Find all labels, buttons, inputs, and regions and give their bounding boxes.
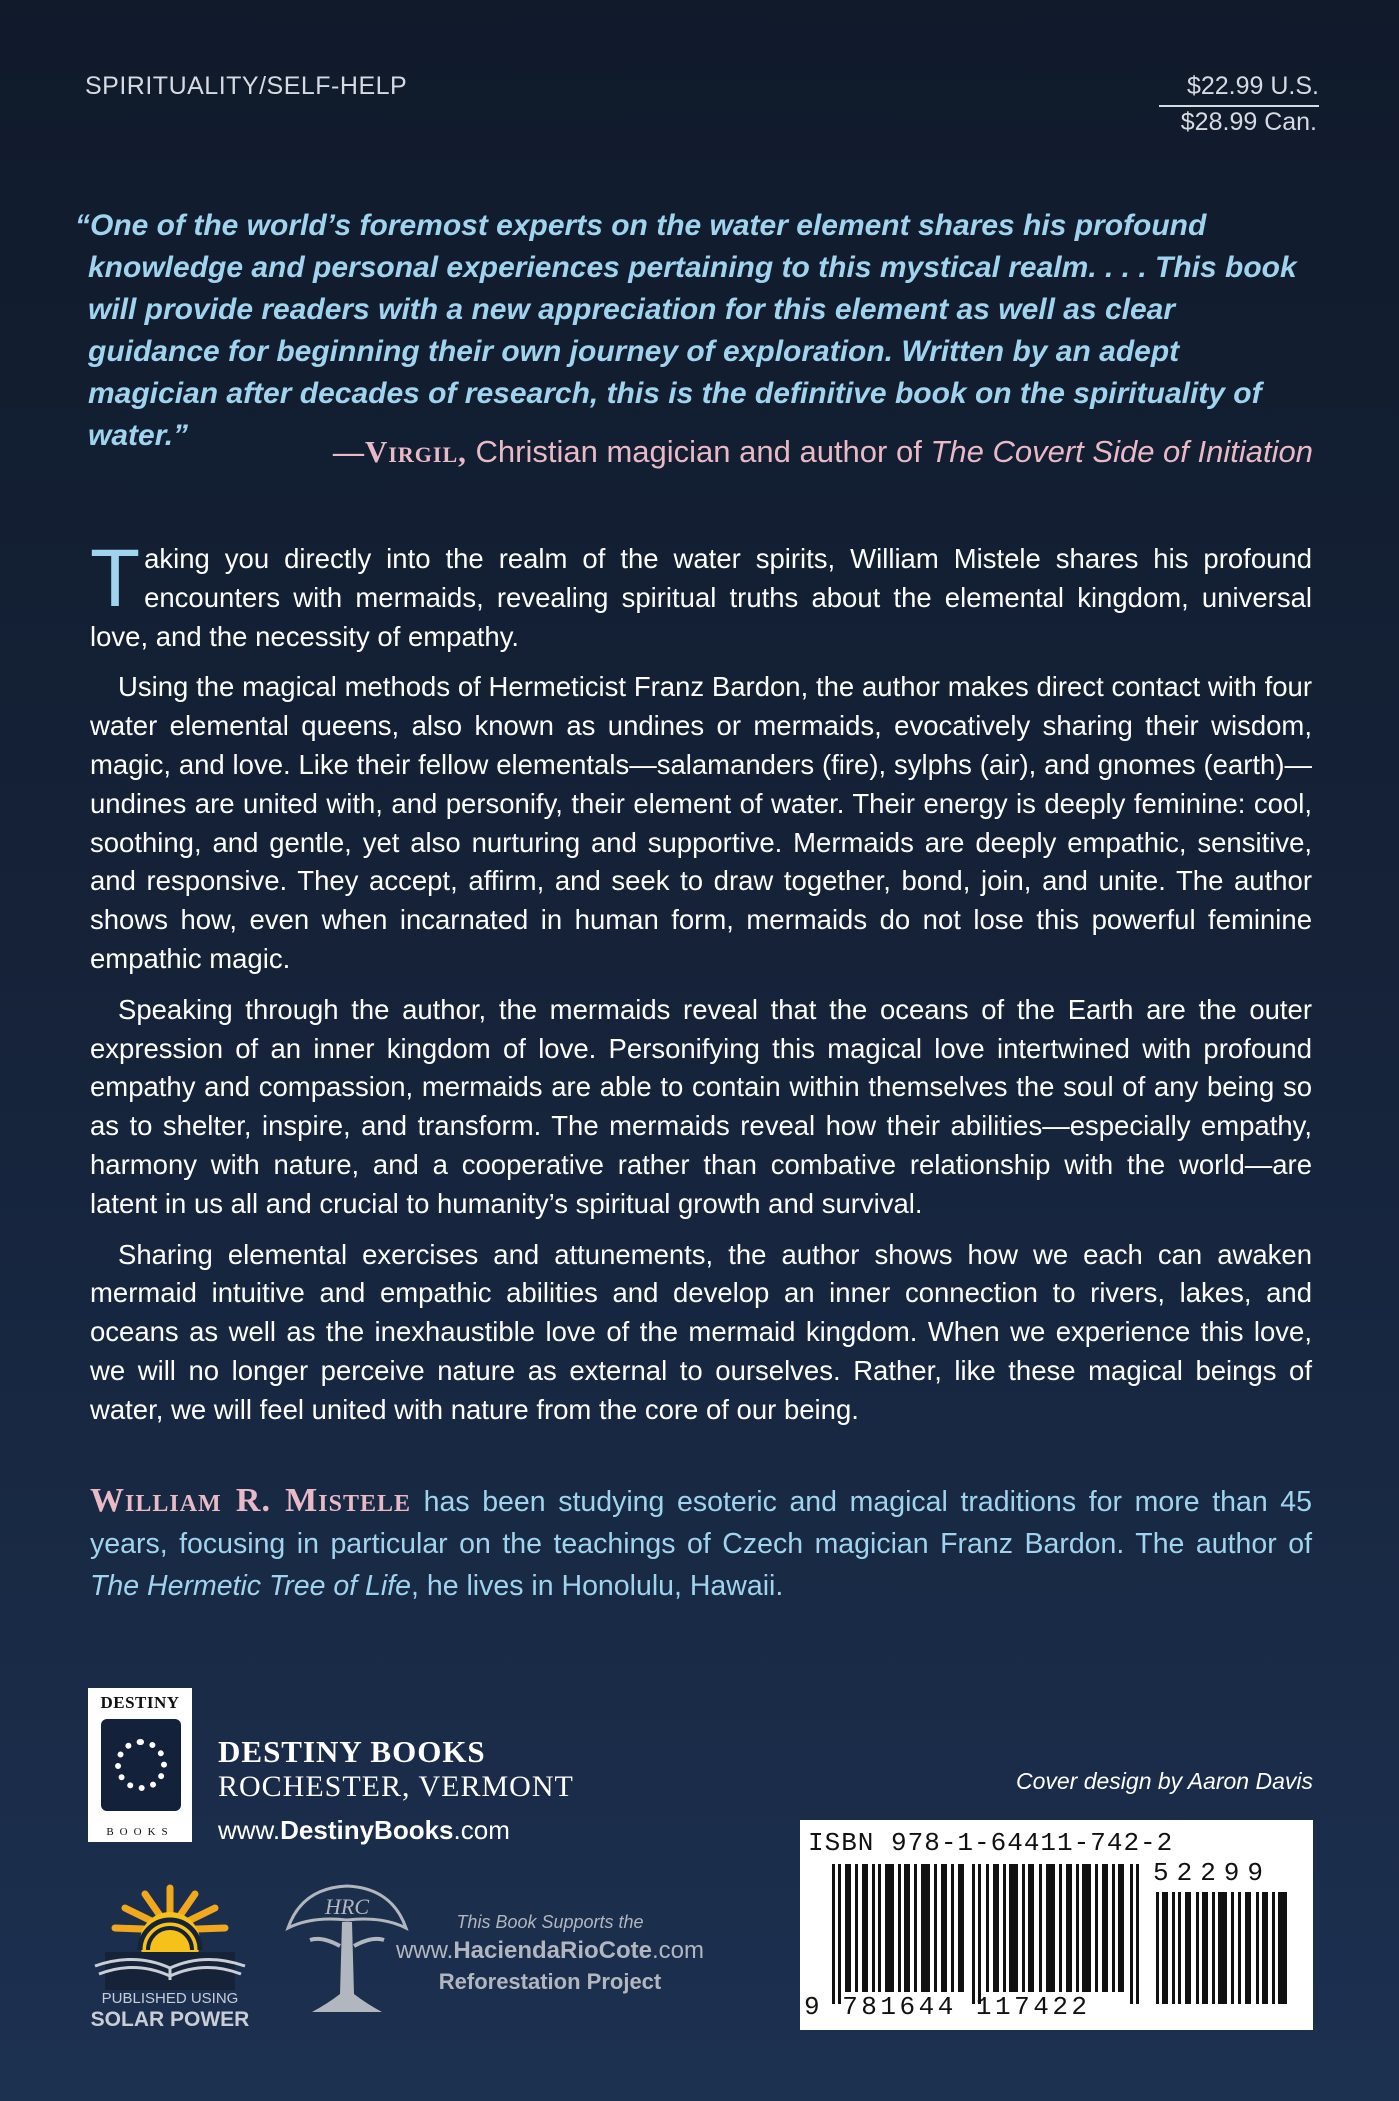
ean-digits-text: 9 781644 117422 xyxy=(804,1992,1091,2022)
publisher-url-suffix: .com xyxy=(453,1815,510,1845)
author-bio xyxy=(90,1480,1312,1607)
bio-text-1: has been studying esoteric and magical traditions for more than 45 years, focusing in particular on the teachings of Czech magician Franz Bardon. The author of xyxy=(90,1486,1313,1560)
isbn-text: ISBN 978-1-64411-742-2 xyxy=(808,1828,1174,1858)
attribution-role: Christian magician and author of xyxy=(466,434,931,469)
price-code-text: 52299 xyxy=(1153,1858,1272,1888)
isbn-barcode xyxy=(800,1820,1313,2030)
hrc-url-suffix: .com xyxy=(652,1937,705,1964)
destiny-books-logo xyxy=(88,1688,192,1842)
drop-cap: T xyxy=(90,533,141,624)
publisher-url-bold: DestinyBooks xyxy=(280,1815,454,1845)
hrc-url[interactable] xyxy=(390,1937,710,1965)
bio-book-title: The Hermetic Tree of Life xyxy=(90,1570,412,1602)
solar-line-1: PUBLISHED USING xyxy=(101,1990,239,2007)
hrc-line-3: Reforestation Project xyxy=(438,1969,662,1994)
solar-power-logo xyxy=(85,1880,255,2031)
paragraph-1-text: aking you directly into the realm of the water spirits, William Mistele shares his profound encounters with mermaids, revealing spiritual truths about the elemental kingdom, universal love, and the necessity of empathy. xyxy=(90,543,1312,652)
price-us: $22.99 U.S. xyxy=(1159,72,1319,107)
logo-bottom-text: BOOKS xyxy=(106,1826,174,1838)
logo-top-text: DESTINY xyxy=(100,1693,180,1712)
hrc-url-bold: HaciendaRioCote xyxy=(453,1937,653,1964)
eclipse-emblem-icon xyxy=(101,1719,181,1811)
publisher-place: ROCHESTER, VERMONT xyxy=(218,1770,574,1803)
hrc-line-1: This Book Supports the xyxy=(456,1912,644,1932)
price-barcode-bars xyxy=(1150,1892,1300,2004)
paragraph-2: Using the magical methods of Hermeticist Franz Bardon, the author makes direct contact with four water elemental queens, also known as undines or mermaids, evocatively sharing their wisdom, magic, and love. Like their fellow elementals—salamanders (fire), sylphs (air), and gnomes (earth)—undines are united with, and personify, their element of water. Their energy is deeply feminine: cool, soothing, and gentle, yet also nurturing and supportive. Mermaids are deeply empathic, sensitive, and responsive. They accept, affirm, and seek to draw together, bond, join, and unite. The author shows how, even when incarnated in human form, mermaids do not lose this powerful feminine empathic magic. xyxy=(90,671,1312,974)
paragraph-1 xyxy=(90,533,1312,656)
paragraph-4: Sharing elemental exercises and attunements, the author shows how we each can awaken mermaid intuitive and empathic abilities and develop an inner connection to rivers, lakes, and oceans as well as the inexhaustible love of the mermaid kingdom. When we experience this love, we will no longer perceive nature as external to ourselves. Rather, like these magical beings of water, we will feel united with nature from the core of our being. xyxy=(90,1238,1312,1425)
endorsement-attribution xyxy=(113,434,1313,470)
cover-design-credit: Cover design by Aaron Davis xyxy=(1015,1768,1313,1794)
svg-text:HRC: HRC xyxy=(325,1894,369,1919)
price-can: $28.99 Can. xyxy=(1180,108,1317,136)
ean-barcode-bars xyxy=(814,1864,1154,2004)
hrc-url-prefix: www. xyxy=(395,1937,454,1964)
endorsement-quote: “One of the world’s foremost experts on the water element shares his profound knowledge and personal experiences pertaining to this mystical realm. . . . This book will provide readers with a new appreciation for this element as well as clear guidance for beginning their own journey of exploration. Written by an adept magician after decades of research, this is the definitive book on the spirituality of water.” xyxy=(75,209,1297,452)
solar-line-2: SOLAR POWER xyxy=(90,2008,250,2031)
category-label: SPIRITUALITY/SELF-HELP xyxy=(85,72,408,100)
publisher-name: DESTINY BOOKS xyxy=(218,1734,486,1769)
attribution-name: Virgil, xyxy=(364,434,467,469)
sun-book-icon xyxy=(85,1880,255,1990)
description-body xyxy=(90,533,1312,1442)
paragraph-3: Speaking through the author, the mermaids reveal that the oceans of the Earth are the outer expression of an inner kingdom of love. Personifying this magical love intertwined with profound empathy and compassion, mermaids are able to contain within themselves the soul of any being so as to shelter, inspire, and transform. The mermaids reveal how their abilities—especially empathy, harmony with nature, and a cooperative rather than combative relationship with the world—are latent in us all and crucial to humanity’s spiritual growth and survival. xyxy=(90,993,1312,1219)
hrc-text xyxy=(390,1912,710,1995)
attribution-dash: — xyxy=(332,434,365,469)
author-name: William R. Mistele xyxy=(90,1482,411,1519)
bio-text-2: , he lives in Honolulu, Hawaii. xyxy=(411,1570,784,1602)
publisher-url[interactable] xyxy=(218,1815,510,1846)
eclipse-ring-icon xyxy=(115,1739,167,1791)
attribution-book: The Covert Side of Initiation xyxy=(930,434,1313,469)
publisher-url-prefix: www. xyxy=(218,1815,281,1845)
